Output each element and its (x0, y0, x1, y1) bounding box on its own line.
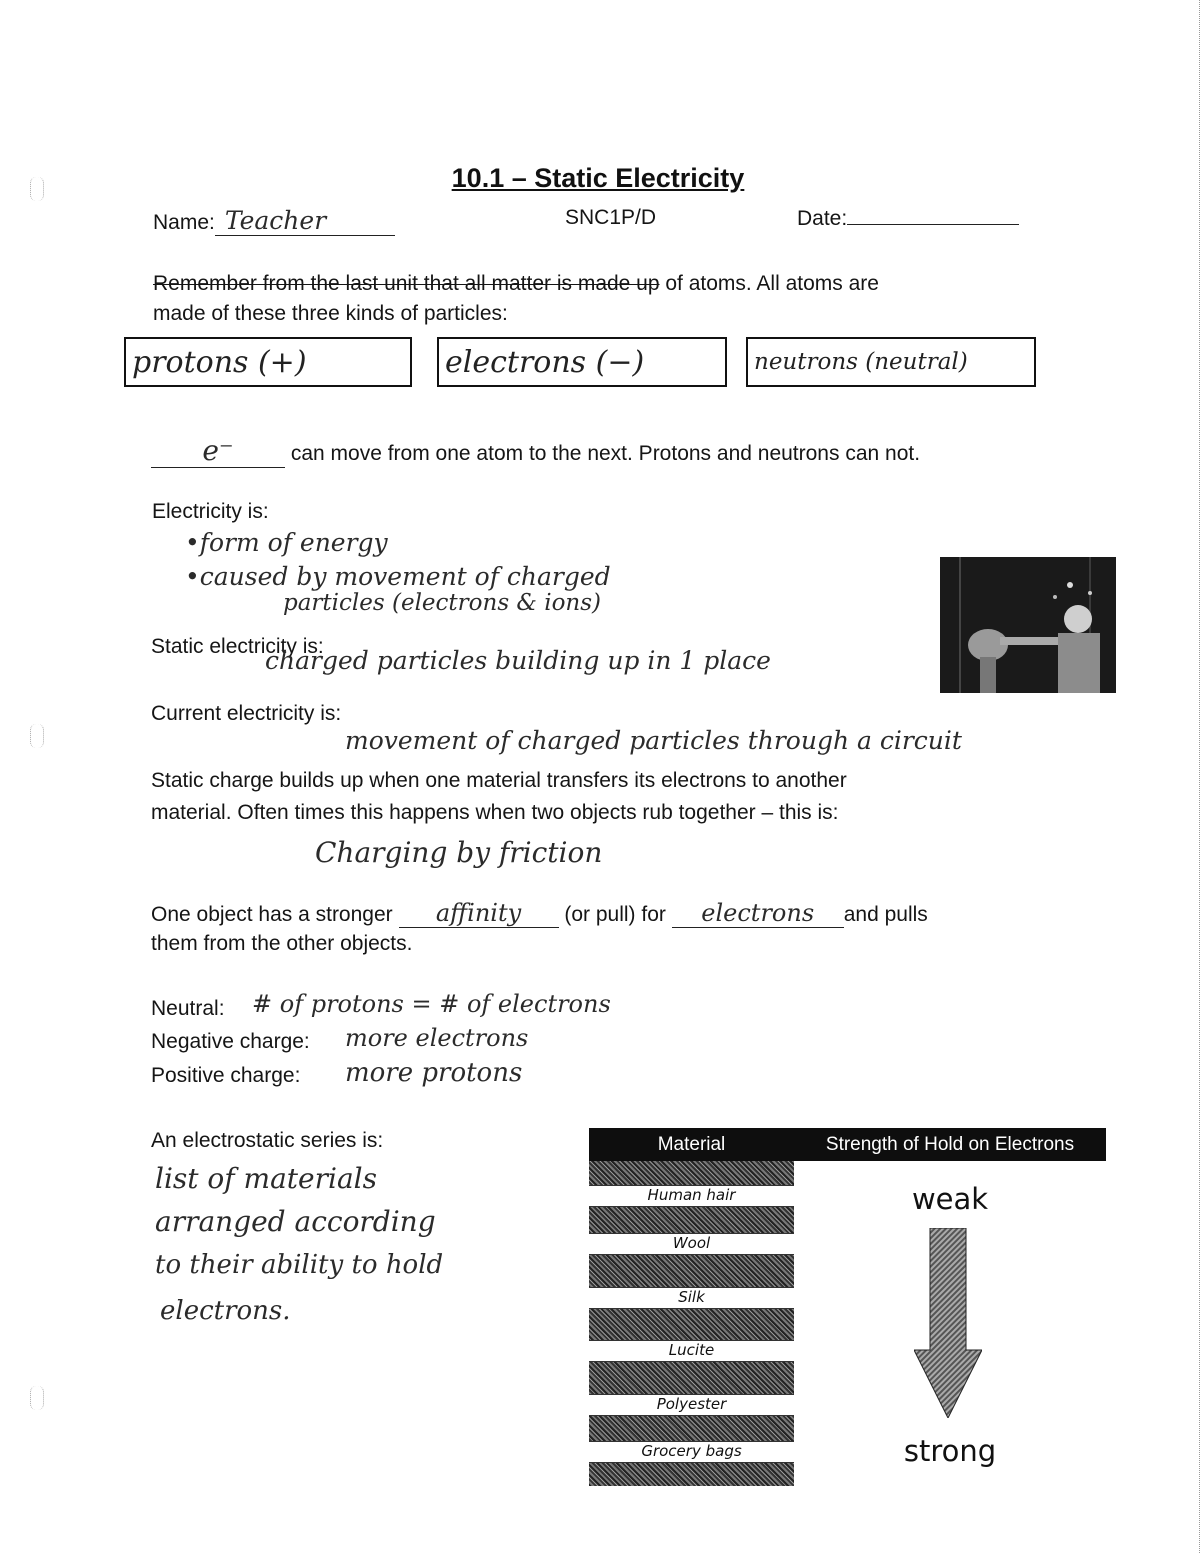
photo-illustration (940, 557, 1116, 693)
weak-label: weak (911, 1182, 989, 1216)
table-texture (589, 1161, 794, 1486)
name-field (153, 206, 395, 236)
friction-line1: Static charge builds up when one material transfers its electrons to another (151, 769, 847, 792)
neutral-answer: # of protons = # of electrons (252, 990, 611, 1018)
move-text: can move from one atom to the next. Protons and neutrons can not. (290, 442, 921, 465)
name-label: Name: (153, 211, 215, 234)
material-row: Lucite (589, 1340, 794, 1362)
date-field (797, 206, 1019, 231)
friction-answer: Charging by friction (315, 836, 603, 869)
static-answer: charged particles building up in 1 place (265, 646, 771, 675)
punch-hole-mark (30, 1386, 44, 1410)
electricity-answer-3: particles (electrons & ions) (283, 590, 602, 616)
punch-hole-mark (30, 177, 44, 201)
negative-answer: more electrons (345, 1024, 529, 1052)
static-electricity-photo (940, 557, 1116, 693)
electrostatic-series-table (589, 1128, 1106, 1486)
particle-electrons: electrons (−) (445, 345, 645, 380)
material-row: Grocery bags (589, 1441, 794, 1463)
move-sentence (151, 434, 920, 468)
material-row: Polyester (589, 1394, 794, 1416)
material-row: Human hair (589, 1185, 794, 1207)
series-answer-4: electrons. (160, 1296, 291, 1326)
series-label: An electrostatic series is: (151, 1129, 384, 1152)
negative-label: Negative charge: (151, 1030, 310, 1053)
date-label: Date: (797, 207, 848, 230)
current-answer: movement of charged particles through a circuit (345, 726, 962, 755)
atoms-intro-struck: Remember from the last unit that all matter is made up (153, 272, 660, 295)
electricity-answer-1: •form of energy (185, 528, 388, 557)
particle-protons: protons (+) (132, 345, 307, 380)
affinity-blank2: electrons (672, 899, 844, 928)
affinity-text1: One object has a stronger (151, 903, 393, 926)
move-blank: e⁻ (151, 434, 285, 468)
name-value: Teacher (215, 206, 395, 236)
static-label: Static electricity is: (151, 635, 324, 658)
positive-answer: more protons (345, 1058, 523, 1088)
strong-label: strong (903, 1434, 997, 1468)
particle-box-neutrons (746, 337, 1036, 387)
table-header-material: Material (589, 1128, 795, 1161)
page-title: 10.1 – Static Electricity (451, 163, 745, 193)
series-answer-3: to their ability to hold (155, 1250, 444, 1280)
material-row: Silk (589, 1287, 794, 1309)
table-header-strength: Strength of Hold on Electrons (794, 1128, 1106, 1161)
atoms-intro-line2: made of these three kinds of particles: (153, 302, 508, 325)
current-label: Current electricity is: (151, 702, 342, 725)
course-code: SNC1P/D (565, 206, 657, 229)
series-answer-2: arranged according (155, 1205, 436, 1238)
electricity-label: Electricity is: (152, 500, 269, 523)
particle-box-electrons (437, 337, 727, 387)
positive-label: Positive charge: (151, 1064, 301, 1087)
date-blank (847, 206, 1019, 225)
affinity-sentence (151, 899, 928, 928)
affinity-text3: and pulls (843, 903, 928, 926)
material-row: Wool (589, 1233, 794, 1255)
electricity-answer-2: •caused by movement of charged (185, 562, 611, 591)
particle-neutrons: neutrons (neutral) (754, 349, 968, 375)
punch-hole-mark (30, 724, 44, 748)
affinity-blank1: affinity (399, 899, 559, 928)
atoms-intro-rest: of atoms. All atoms are (659, 272, 879, 295)
particle-box-protons (124, 337, 412, 387)
atoms-intro-line1 (153, 272, 879, 296)
friction-line2: material. Often times this happens when two objects rub together – this is: (151, 801, 839, 824)
affinity-text2: (or pull) for (564, 903, 666, 926)
arrow-down-icon (914, 1228, 982, 1418)
series-answer-1: list of materials (155, 1162, 377, 1195)
neutral-label: Neutral: (151, 997, 225, 1020)
affinity-line2: them from the other objects. (151, 932, 413, 955)
